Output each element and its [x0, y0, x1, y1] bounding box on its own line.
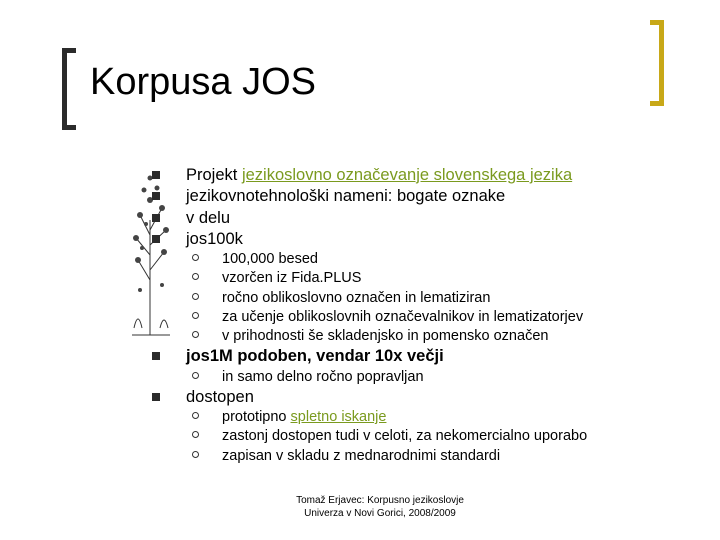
- circle-bullet-icon: [192, 293, 199, 300]
- footer-institution: Univerza v Novi Gorici, 2008/2009: [304, 508, 456, 519]
- square-bullet-icon: [152, 235, 160, 243]
- sub-item-text: zastonj dostopen tudi v celoti, za nekomercialno uporabo: [222, 428, 588, 444]
- footer-author: Tomaž Erjavec: Korpusno jezikoslovje: [296, 495, 464, 506]
- sub-list-item: [222, 326, 548, 346]
- circle-bullet-icon: [192, 331, 199, 338]
- square-bullet-icon: [152, 214, 160, 222]
- sub-item-text: vzorčen iz Fida.PLUS: [222, 270, 362, 286]
- sub-list-item: [222, 407, 386, 427]
- sub-item-text: v prihodnosti še skladenjsko in pomensko označen: [222, 328, 549, 344]
- square-bullet-icon: [152, 171, 160, 179]
- sub-list-item: [222, 268, 361, 288]
- web-search-link[interactable]: spletno iskanje: [290, 409, 387, 425]
- list-item: [186, 208, 230, 228]
- list-item: [186, 186, 505, 206]
- woodcut-tree-image: [130, 160, 172, 340]
- sub-item-text: za učenje oblikoslovnih označevalnikov in lematizatorjev: [222, 309, 584, 325]
- circle-bullet-icon: [192, 372, 199, 379]
- item-text: jezikovnotehnološki nameni: bogate oznake: [186, 187, 506, 205]
- item-text: jos1M podoben, vendar 10x večji: [186, 347, 444, 365]
- sub-item-text: in samo delno ročno popravljan: [222, 369, 424, 385]
- item-text: v delu: [186, 209, 231, 227]
- sub-item-text: ročno oblikoslovno označen in lematiziran: [222, 290, 491, 306]
- item-text: dostopen: [186, 388, 254, 406]
- list-item: [186, 229, 243, 249]
- square-bullet-icon: [152, 352, 160, 360]
- list-item: [186, 346, 444, 366]
- circle-bullet-icon: [192, 273, 199, 280]
- list-item: [186, 165, 572, 185]
- sub-list-item: [222, 307, 583, 327]
- sub-item-text: zapisan v skladu z mednarodnimi standardi: [222, 448, 501, 464]
- circle-bullet-icon: [192, 451, 199, 458]
- sub-item-text: 100,000 besed: [222, 251, 318, 267]
- sub-list-item: [222, 446, 500, 466]
- left-bracket-decoration: [62, 48, 76, 130]
- jos-project-link[interactable]: jezikoslovno označevanje slovenskega jezika: [241, 166, 573, 184]
- circle-bullet-icon: [192, 431, 199, 438]
- square-bullet-icon: [152, 192, 160, 200]
- sub-list-item: [222, 288, 490, 308]
- slide-title: Korpusa JOS: [90, 61, 316, 103]
- sub-list-item: [222, 249, 318, 269]
- item-text: Projekt: [186, 166, 242, 184]
- sub-item-text: prototipno: [222, 409, 291, 425]
- list-item: [186, 387, 254, 407]
- circle-bullet-icon: [192, 412, 199, 419]
- sub-list-item: [222, 367, 424, 387]
- right-bracket-decoration: [650, 20, 664, 106]
- sub-list-item: [222, 426, 587, 446]
- circle-bullet-icon: [192, 254, 199, 261]
- circle-bullet-icon: [192, 312, 199, 319]
- item-text: jos100k: [186, 230, 243, 248]
- square-bullet-icon: [152, 393, 160, 401]
